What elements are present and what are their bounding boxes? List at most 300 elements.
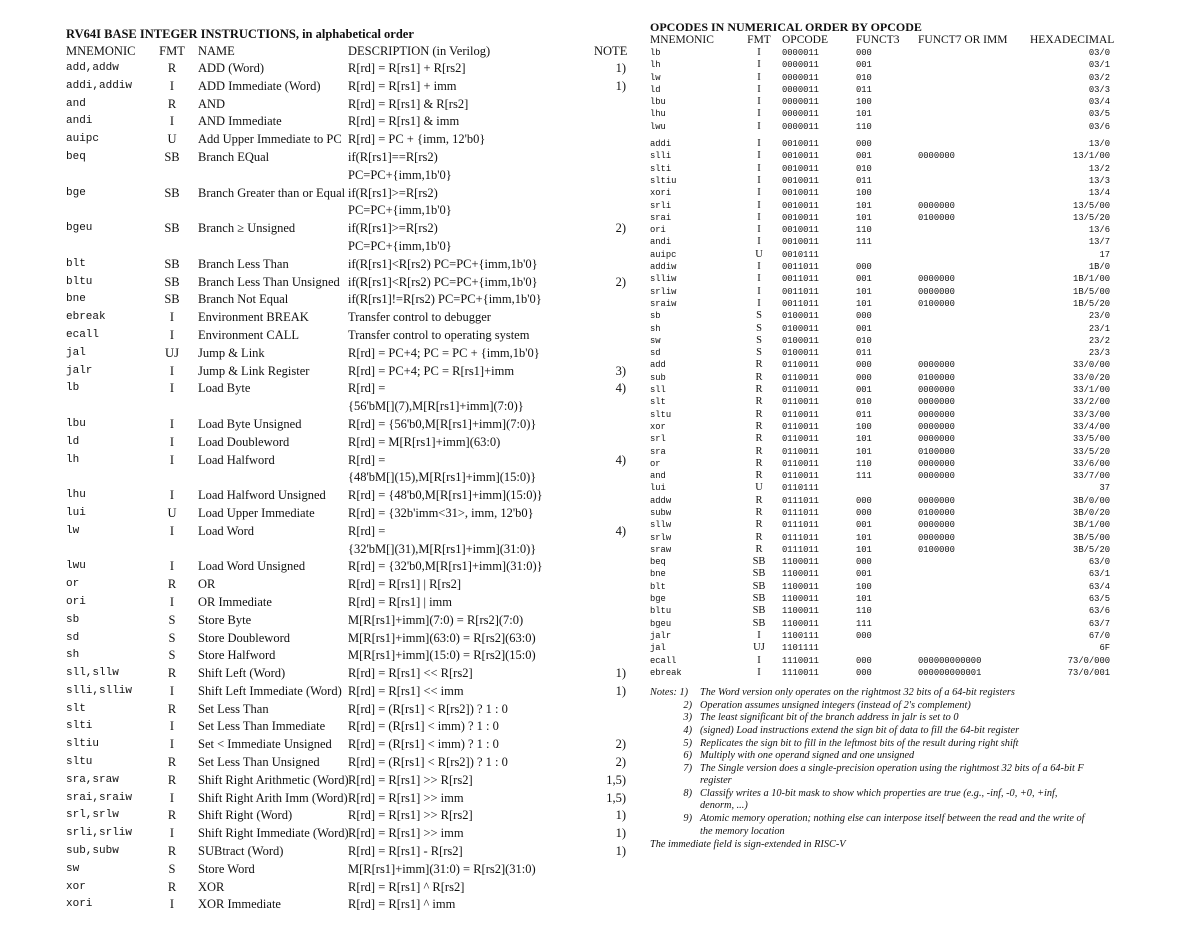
opcode-funct3: 101	[856, 544, 872, 555]
instruction-note: 4)	[615, 452, 626, 467]
opcode-format: R	[755, 359, 763, 371]
instruction-format: I	[169, 381, 175, 396]
opcode-row	[650, 261, 1110, 273]
opcode-value: 1100111	[782, 630, 819, 641]
description-line: if(R[rs1]<R[rs2) PC=PC+{imm,1b'0}	[348, 274, 538, 289]
instruction-format: R	[167, 701, 177, 716]
opcode-funct7	[918, 224, 1030, 236]
opcode-value: 0011011	[782, 262, 819, 273]
opcode-hex: 73/0/001	[1067, 667, 1110, 678]
instruction-row	[66, 113, 626, 131]
opcode-mnemonic: blt	[650, 581, 666, 592]
instruction-format: I	[169, 523, 175, 538]
instruction-format: I	[169, 790, 175, 805]
instruction-name: XOR Immediate	[198, 897, 281, 912]
instruction-mnemonic: beq	[66, 150, 86, 163]
instruction-row	[66, 96, 626, 114]
instruction-note: 1,5)	[606, 790, 626, 805]
instruction-mnemonic: srai,sraiw	[66, 791, 133, 804]
opcode-funct3: 101	[856, 532, 872, 543]
instruction-name: ADD (Word)	[198, 61, 264, 75]
description-line: R[rd] = {32b'imm<31>, imm, 12'b0}	[348, 505, 534, 520]
instruction-note	[594, 434, 626, 452]
instruction-name: Branch ≥ Unsigned	[198, 221, 296, 236]
opcode-mnemonic: bgeu	[650, 618, 672, 629]
description-line: R[rd] = R[rs1] - R[rs2]	[348, 844, 463, 859]
instruction-description	[348, 683, 594, 701]
instruction-row	[66, 363, 626, 381]
note-item	[650, 687, 1120, 700]
description-line-2: {32'bM[](31),M[R[rs1]+imm](31:0)}	[348, 541, 537, 556]
instruction-name: XOR	[198, 879, 225, 894]
opcode-funct3: 000	[856, 262, 872, 273]
instruction-note: 1)	[615, 683, 626, 698]
opcode-funct3	[856, 482, 918, 494]
opcode-format: I	[757, 236, 761, 248]
opcode-value: 1110011	[782, 667, 819, 678]
opcode-hex: 13/7	[1088, 237, 1110, 248]
instruction-row	[66, 594, 626, 612]
opcode-format: R	[755, 420, 763, 432]
opcode-funct7: 0000000	[918, 409, 955, 420]
opcode-row	[650, 212, 1110, 224]
instruction-description	[348, 861, 594, 879]
instruction-format: I	[169, 434, 175, 449]
opcode-format: I	[757, 654, 761, 666]
opcode-format: I	[757, 71, 761, 83]
opcode-row	[650, 72, 1110, 84]
opcode-mnemonic: add	[650, 360, 666, 371]
opcode-row	[650, 84, 1110, 96]
instruction-row	[66, 683, 626, 701]
instruction-mnemonic: bne	[66, 293, 86, 306]
instruction-format: R	[167, 61, 177, 75]
opcode-value: 0011011	[782, 286, 819, 297]
instruction-format: I	[169, 897, 175, 912]
instruction-name: AND	[198, 96, 226, 111]
opcode-value: 0010011	[782, 175, 819, 186]
description-line: R[rd] = PC+4; PC = PC + {imm,1b'0}	[348, 345, 540, 360]
opcode-funct7	[918, 47, 1030, 59]
opcode-mnemonic: slliw	[650, 274, 677, 285]
instruction-note: 4)	[615, 523, 626, 538]
instruction-name: SUBtract (Word)	[198, 844, 284, 859]
instruction-row	[66, 807, 626, 825]
instruction-description	[348, 345, 594, 363]
instruction-mnemonic: lwu	[66, 560, 86, 573]
instruction-row	[66, 256, 626, 274]
instruction-name: Store Doubleword	[198, 630, 290, 645]
opcode-row	[650, 236, 1110, 248]
opcode-format: I	[757, 59, 761, 71]
opcode-row	[650, 396, 1110, 408]
description-line: R[rd] = R[rs1] + imm	[348, 78, 457, 93]
instruction-name: OR Immediate	[198, 594, 272, 609]
opcode-funct3: 011	[856, 348, 872, 359]
instruction-note	[594, 96, 626, 114]
opcode-funct3: 000	[856, 655, 872, 666]
opcode-funct3: 101	[856, 434, 872, 445]
note-number-text: 4)	[683, 724, 692, 736]
opcode-row	[650, 544, 1110, 556]
opcode-row	[650, 421, 1110, 433]
opcode-funct7: 0000000	[918, 151, 955, 162]
instruction-row	[66, 274, 626, 292]
opcode-hex: 13/0	[1088, 139, 1110, 150]
instruction-description	[348, 718, 594, 736]
instruction-format: I	[169, 719, 175, 734]
opcode-funct3	[856, 249, 918, 261]
instruction-description	[348, 790, 594, 808]
instruction-mnemonic: jalr	[66, 364, 93, 377]
opcode-hex: 3B/5/00	[1073, 532, 1110, 543]
opcode-format: I	[757, 150, 761, 162]
note-number-text: 3)	[683, 712, 692, 724]
instruction-format: S	[168, 630, 176, 645]
opcode-format: I	[757, 285, 761, 297]
opcode-mnemonic: srai	[650, 212, 672, 223]
instruction-mnemonic: ecall	[66, 328, 100, 341]
opcode-format: S	[756, 334, 762, 346]
description-line: R[rd] = R[rs1] >> imm	[348, 790, 464, 805]
instruction-row	[66, 558, 626, 576]
opcode-row	[650, 273, 1110, 285]
opcode-hex: 3B/0/00	[1073, 495, 1110, 506]
opcode-value: 0000011	[782, 97, 819, 108]
opcode-hex: 33/5/20	[1073, 446, 1110, 457]
opcode-format: SB	[752, 556, 766, 568]
opcode-value: 0000011	[782, 60, 819, 71]
description-line: M[R[rs1]+imm](31:0) = R[rs2](31:0)	[348, 861, 536, 876]
instruction-note: 2)	[615, 274, 626, 289]
opcode-format: S	[756, 310, 762, 322]
opcodes-header-row	[650, 34, 1110, 47]
opcode-funct7: 0000000	[918, 385, 955, 396]
opcode-value: 0000011	[782, 72, 819, 83]
header-hex: HEXADECIMAL	[1030, 34, 1115, 46]
opcode-hex: 33/1/00	[1073, 385, 1110, 396]
opcode-mnemonic: addi	[650, 139, 672, 150]
instruction-mnemonic: slli,slliw	[66, 684, 133, 697]
opcode-row	[650, 581, 1110, 593]
opcode-row	[650, 556, 1110, 568]
instruction-row	[66, 790, 626, 808]
opcode-funct7	[918, 347, 1030, 359]
description-line: R[rd] =	[348, 452, 386, 467]
opcode-hex: 67/0	[1088, 630, 1110, 641]
notes-label: Notes:	[650, 687, 677, 699]
opcode-funct7	[918, 618, 1030, 630]
instruction-description	[348, 612, 594, 630]
description-line-2: {56'bM[](7),M[R[rs1]+imm](7:0)}	[348, 399, 524, 414]
opcode-mnemonic: sltu	[650, 409, 672, 420]
opcode-row	[650, 642, 1110, 654]
opcode-mnemonic: srli	[650, 200, 672, 211]
opcode-value: 0000011	[782, 48, 819, 58]
instruction-mnemonic: xor	[66, 880, 86, 893]
note-item	[650, 763, 1120, 788]
opcode-format: I	[757, 261, 761, 273]
instruction-mnemonic: andi	[66, 115, 93, 128]
opcode-funct7: 0100000	[918, 544, 955, 555]
opcode-value: 0110011	[782, 446, 819, 457]
opcode-funct3: 000	[856, 360, 872, 371]
instruction-mnemonic: ld	[66, 435, 80, 448]
opcode-format: R	[755, 506, 763, 518]
opcode-mnemonic: lhu	[650, 109, 666, 120]
left-panel-title: RV64I BASE INTEGER INSTRUCTIONS, in alphabetical order	[66, 27, 414, 41]
instruction-name: Load Doubleword	[198, 434, 290, 449]
opcode-hex: 1B/5/20	[1073, 298, 1110, 309]
opcode-funct7: 0000000	[918, 360, 955, 371]
opcode-format: I	[757, 96, 761, 108]
instruction-name: Load Upper Immediate	[198, 505, 315, 520]
opcode-row	[650, 372, 1110, 384]
instruction-name: Branch Greater than or Equal	[198, 185, 346, 200]
instruction-description	[348, 220, 594, 256]
opcode-value: 0110011	[782, 397, 819, 408]
instruction-note	[594, 896, 626, 914]
description-line: R[rd] = R[rs1] & imm	[348, 114, 460, 129]
opcode-hex: 33/6/00	[1073, 458, 1110, 469]
instruction-description	[348, 327, 594, 345]
opcode-mnemonic: jal	[650, 643, 666, 654]
opcode-funct3: 001	[856, 274, 872, 285]
opcode-funct7	[918, 108, 1030, 120]
opcode-row	[650, 200, 1110, 212]
opcode-hex: 63/1	[1088, 569, 1110, 580]
opcode-format: R	[755, 470, 763, 482]
opcode-value: 0000011	[782, 121, 819, 132]
opcode-row	[650, 433, 1110, 445]
instruction-mnemonic: bgeu	[66, 222, 93, 235]
instruction-format: SB	[164, 292, 180, 307]
opcode-hex: 73/0/000	[1067, 655, 1110, 666]
opcode-funct3: 110	[856, 225, 872, 236]
opcode-format: SB	[752, 568, 766, 580]
instruction-description	[348, 736, 594, 754]
description-line-2: {48'bM[](15),M[R[rs1]+imm](15:0)}	[348, 470, 537, 485]
description-line: Transfer control to operating system	[348, 327, 530, 342]
opcode-row	[650, 519, 1110, 531]
opcode-value: 1100011	[782, 594, 819, 605]
opcode-value: 0010111	[782, 249, 819, 260]
opcode-funct3: 001	[856, 60, 872, 71]
opcode-funct7	[918, 187, 1030, 199]
instruction-row	[66, 505, 626, 523]
note-text: Operation assumes unsigned integers (instead of 2's complement)	[700, 699, 971, 711]
instruction-mnemonic: sd	[66, 631, 80, 644]
opcode-mnemonic: subw	[650, 507, 672, 518]
instruction-name: Shift Right Arithmetic (Word)	[198, 772, 349, 787]
opcode-mnemonic: addw	[650, 495, 672, 506]
opcode-hex: 63/4	[1088, 581, 1110, 592]
opcode-funct3: 000	[856, 311, 872, 322]
opcode-funct3: 001	[856, 385, 872, 396]
opcode-funct7: 0000000	[918, 200, 955, 211]
opcode-hex: 33/7/00	[1073, 471, 1110, 482]
opcode-funct7: 0000000	[918, 471, 955, 482]
opcode-value: 0010011	[782, 188, 819, 199]
note-number-text: 6)	[683, 750, 692, 762]
note-item	[650, 725, 1120, 738]
opcode-funct3: 011	[856, 409, 872, 420]
instruction-name: AND Immediate	[198, 114, 282, 129]
note-text: Atomic memory operation; nothing else can interpose itself between the read and the write of the memory location	[700, 813, 1085, 837]
opcode-mnemonic: sllw	[650, 520, 672, 531]
opcode-mnemonic: slt	[650, 397, 666, 408]
description-line: if(R[rs1]>=R[rs2)	[348, 185, 438, 200]
opcode-hex: 3B/5/20	[1073, 544, 1110, 555]
opcode-row	[650, 667, 1110, 679]
opcode-hex: 17	[1099, 249, 1110, 260]
opcode-row	[650, 175, 1110, 187]
instruction-row	[66, 523, 626, 559]
opcode-mnemonic: sub	[650, 372, 666, 383]
description-line: Transfer control to debugger	[348, 310, 491, 325]
opcode-value: 1100011	[782, 569, 819, 580]
instruction-name: Branch Not Equal	[198, 292, 289, 307]
instruction-mnemonic: lbu	[66, 417, 86, 430]
instruction-note: 2)	[615, 737, 626, 752]
opcode-hex: 33/4/00	[1073, 421, 1110, 432]
opcode-format: SB	[752, 617, 766, 629]
note-text: The Single version does a single-precision operation using the rightmost 32 bits of a 64-bit F register	[700, 762, 1084, 787]
description-line: M[R[rs1]+imm](15:0) = R[rs2](15:0)	[348, 648, 536, 663]
opcode-funct3: 111	[856, 237, 872, 248]
instruction-name: Set Less Than Unsigned	[198, 755, 320, 770]
instruction-row	[66, 896, 626, 914]
opcode-format: R	[755, 408, 763, 420]
opcode-row	[650, 163, 1110, 175]
opcode-mnemonic: or	[650, 458, 661, 469]
instruction-format: I	[169, 559, 175, 574]
instruction-description	[348, 843, 594, 861]
opcode-format: R	[755, 494, 763, 506]
instruction-note	[594, 558, 626, 576]
description-line: R[rd] = (R[rs1] < R[rs2]) ? 1 : 0	[348, 701, 508, 716]
opcode-format: I	[757, 108, 761, 120]
opcode-mnemonic: auipc	[650, 249, 677, 260]
opcode-format: I	[757, 224, 761, 236]
instruction-format: I	[169, 826, 175, 841]
instruction-name: Shift Left Immediate (Word)	[198, 683, 342, 698]
instruction-note	[594, 149, 626, 185]
opcode-value: 1100011	[782, 581, 819, 592]
opcode-hex: 03/0	[1088, 48, 1110, 58]
opcode-funct3: 000	[856, 557, 872, 568]
opcode-funct3: 110	[856, 606, 872, 617]
note-item	[650, 813, 1120, 838]
opcode-funct3: 000	[856, 372, 872, 383]
opcode-row	[650, 482, 1110, 494]
description-line: R[rd] = {32'b0,M[R[rs1]+imm](31:0)}	[348, 559, 543, 574]
opcodes-panel	[650, 20, 1120, 852]
notes-section	[650, 687, 1120, 852]
instruction-note	[594, 612, 626, 630]
opcode-mnemonic: sh	[650, 323, 661, 334]
instruction-row	[66, 309, 626, 327]
opcode-format: SB	[752, 605, 766, 617]
opcode-hex: 03/6	[1088, 121, 1110, 132]
instruction-note	[594, 113, 626, 131]
instruction-format: SB	[164, 185, 180, 200]
instruction-mnemonic: jal	[66, 346, 86, 359]
description-line: R[rd] = R[rs1] ^ R[rs2]	[348, 879, 465, 894]
instruction-description	[348, 807, 594, 825]
instruction-name: Shift Right Arith Imm (Word)	[198, 790, 348, 805]
description-line: R[rd] = R[rs1] | imm	[348, 594, 452, 609]
opcode-value: 0110011	[782, 434, 819, 445]
instruction-description	[348, 487, 594, 505]
opcode-funct7: 0100000	[918, 372, 955, 383]
instruction-description	[348, 896, 594, 914]
instruction-format: I	[169, 363, 175, 378]
instruction-row	[66, 327, 626, 345]
opcode-row	[650, 47, 1110, 59]
opcode-funct3: 100	[856, 97, 872, 108]
instruction-description	[348, 879, 594, 897]
opcode-value: 1100011	[782, 606, 819, 617]
instruction-name: Load Byte Unsigned	[198, 416, 302, 431]
instruction-row	[66, 576, 626, 594]
description-line: R[rd] = M[R[rs1]+imm](63:0)	[348, 434, 501, 449]
instruction-format: R	[167, 808, 177, 823]
opcode-funct7	[918, 605, 1030, 617]
instruction-description	[348, 701, 594, 719]
opcode-mnemonic: slti	[650, 163, 672, 174]
opcode-value: 0010011	[782, 151, 819, 162]
instruction-row	[66, 612, 626, 630]
description-line: if(R[rs1]==R[rs2)	[348, 149, 438, 164]
instruction-row	[66, 345, 626, 363]
opcode-value: 0110011	[782, 458, 819, 469]
instruction-row	[66, 861, 626, 879]
instruction-format: SB	[164, 256, 180, 271]
opcode-mnemonic: lb	[650, 48, 661, 58]
opcode-funct3: 110	[856, 121, 872, 132]
instruction-name: Branch Less Than	[198, 256, 289, 271]
opcode-format: I	[757, 199, 761, 211]
instruction-description	[348, 380, 594, 416]
opcode-funct7: 0000000	[918, 520, 955, 531]
instruction-mnemonic: sw	[66, 862, 80, 875]
opcode-mnemonic: addiw	[650, 262, 677, 273]
opcode-format: R	[755, 531, 763, 543]
opcode-funct7: 0000000	[918, 421, 955, 432]
opcode-hex: 03/2	[1088, 72, 1110, 83]
opcode-funct3: 010	[856, 163, 872, 174]
instruction-name: Jump & Link Register	[198, 363, 310, 378]
opcode-funct7	[918, 323, 1030, 335]
opcode-row	[650, 347, 1110, 359]
opcode-mnemonic: bltu	[650, 606, 672, 617]
opcode-value: 0111011	[782, 507, 819, 518]
opcode-funct7	[918, 236, 1030, 248]
opcode-row	[650, 298, 1110, 310]
description-line: R[rd] = R[rs1] >> imm	[348, 826, 464, 841]
instruction-note	[594, 291, 626, 309]
opcode-format: I	[757, 297, 761, 309]
opcode-funct3: 010	[856, 72, 872, 83]
note-number	[650, 700, 700, 713]
opcode-mnemonic: xori	[650, 188, 672, 199]
instruction-name: ADD Immediate (Word)	[198, 78, 321, 93]
instruction-format: I	[169, 488, 175, 503]
opcode-row	[650, 655, 1110, 667]
opcode-funct3: 010	[856, 397, 872, 408]
description-line: if(R[rs1]>=R[rs2)	[348, 221, 438, 236]
